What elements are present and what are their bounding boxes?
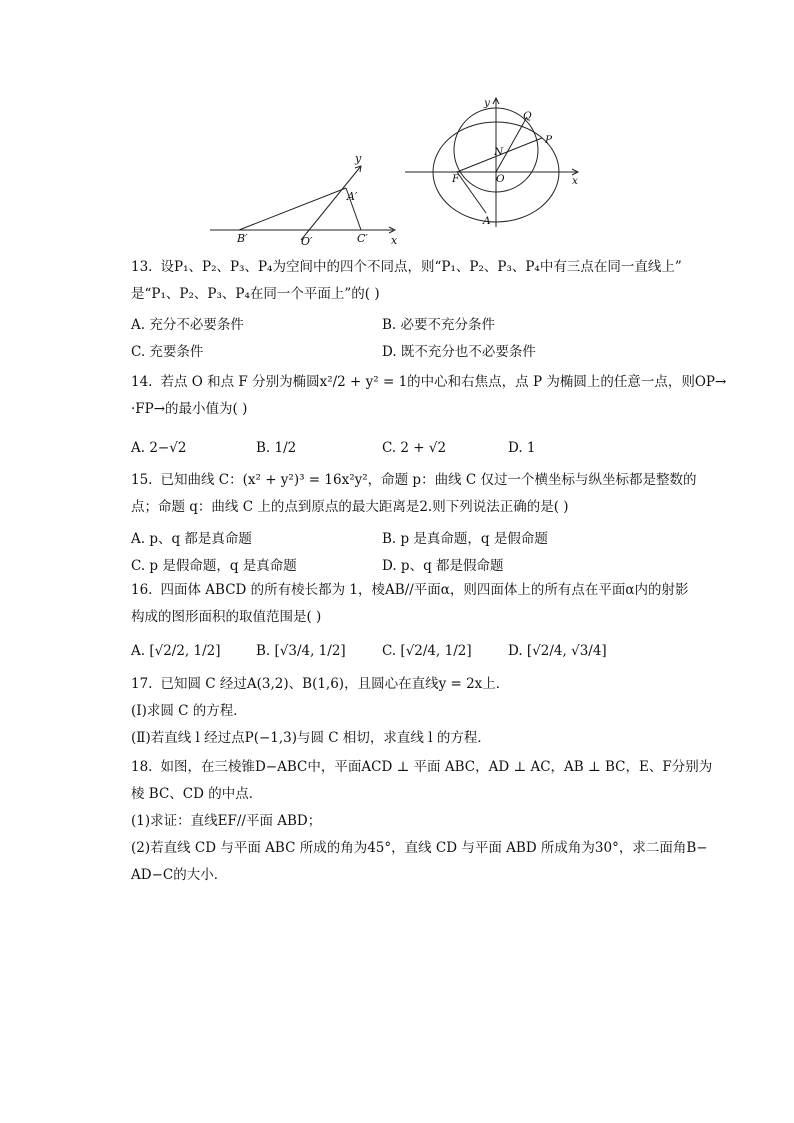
option-a[interactable]: A. 充分不必要条件 bbox=[131, 317, 244, 333]
question-17-part-1: (Ⅰ)求圆 C 的方程． bbox=[131, 703, 247, 719]
question-number: 18. bbox=[131, 759, 153, 775]
question-18-part-1: (1)求证：直线EF//平面 ABD； bbox=[131, 813, 322, 829]
option-a[interactable]: A. [√2/2, 1/2] bbox=[131, 643, 221, 659]
question-14 bbox=[131, 369, 727, 423]
point-a-label: A bbox=[483, 215, 491, 227]
option-a[interactable]: A. p、q 都是真命题 bbox=[131, 531, 252, 547]
point-a-label: A′ bbox=[347, 190, 358, 203]
y-axis-label: y bbox=[484, 97, 490, 109]
question-13-line-2: 是“P₁、P₂、P₃、P₄在同一个平面上”的( ) bbox=[131, 286, 380, 302]
option-d[interactable]: D. [√2/4, √3/4] bbox=[508, 643, 607, 659]
question-13 bbox=[131, 254, 701, 308]
question-text: 如图，在三棱锥D−ABC中，平面ACD ⊥ 平面 ABC，AD ⊥ AC，AB ⊥ BC，E、F分别为 bbox=[160, 759, 713, 775]
y-axis-label: y bbox=[355, 152, 362, 165]
option-c[interactable]: C. 2 + √2 bbox=[382, 440, 447, 456]
point-q-label: Q bbox=[523, 110, 532, 122]
option-c[interactable]: C. [√2/4, 1/2] bbox=[382, 643, 472, 659]
question-number: 15. bbox=[131, 472, 153, 488]
question-18-line-1 bbox=[131, 754, 713, 781]
point-b-label: B′ bbox=[237, 232, 248, 245]
option-b[interactable]: B. 必要不充分条件 bbox=[382, 317, 496, 333]
oblique-projection-figure bbox=[205, 148, 405, 250]
option-a[interactable]: A. 2−√2 bbox=[131, 440, 187, 456]
question-text: 设P₁、P₂、P₃、P₄为空间中的四个不同点，则“P₁、P₂、P₃、P₄中有三点在同一直线上” bbox=[160, 259, 682, 275]
question-text: 已知圆 C 经过A(3,2)、B(1,6)，且圆心在直线y = 2x上． bbox=[160, 676, 510, 692]
question-number: 13. bbox=[131, 259, 153, 275]
question-18-line-2: 棱 BC、CD 的中点． bbox=[131, 786, 263, 802]
question-text: 四面体 ABCD 的所有棱长都为 1，棱AB//平面α，则四面体上的所有点在平面α内的射影 bbox=[160, 582, 689, 598]
option-d[interactable]: D. p、q 都是假命题 bbox=[382, 558, 504, 574]
point-p-label: P bbox=[545, 134, 553, 146]
question-16-line-1 bbox=[131, 577, 701, 604]
point-o-label: O′ bbox=[301, 235, 313, 248]
origin-o-label: O bbox=[496, 173, 505, 185]
question-17-line-1 bbox=[131, 671, 701, 698]
question-15-line-2: 点；命题 q：曲线 C 上的点到原点的最大距离是2.则下列说法正确的是( ) bbox=[131, 499, 569, 515]
option-c[interactable]: C. p 是假命题，q 是真命题 bbox=[131, 558, 297, 574]
question-number: 14. bbox=[131, 374, 153, 390]
question-text: 若点 O 和点 F 分别为椭圆x²/2 + y² = 1的中心和右焦点，点 P 为椭圆上的任意一点，则OP→ bbox=[160, 374, 727, 390]
option-d[interactable]: D. 既不充分也不必要条件 bbox=[382, 344, 536, 360]
question-18-part-2: (2)若直线 CD 与平面 ABC 所成的角为45°，直线 CD 与平面 ABD 所成角为30°，求二面角B− bbox=[131, 840, 708, 856]
option-d[interactable]: D. 1 bbox=[508, 440, 536, 456]
question-15-line-1 bbox=[131, 467, 701, 494]
question-15 bbox=[131, 467, 701, 521]
question-17 bbox=[131, 671, 701, 752]
question-number: 17. bbox=[131, 676, 153, 692]
x-axis-label: x bbox=[572, 175, 578, 187]
x-axis-label: x bbox=[391, 234, 398, 247]
question-text: 已知曲线 C：(x² + y²)³ = 16x²y²，命题 p：曲线 C 仅过一个横坐标与纵坐标都是整数的 bbox=[160, 472, 697, 488]
ellipse-circle-figure bbox=[400, 92, 590, 232]
question-18 bbox=[131, 754, 713, 889]
question-number: 16. bbox=[131, 582, 153, 598]
question-13-line-1 bbox=[131, 254, 701, 281]
point-n-label: N bbox=[494, 146, 504, 158]
point-c-label: C′ bbox=[357, 232, 368, 245]
option-c[interactable]: C. 充要条件 bbox=[131, 344, 204, 360]
option-b[interactable]: B. p 是真命题，q 是假命题 bbox=[382, 531, 548, 547]
question-14-line-1 bbox=[131, 369, 727, 396]
point-f-label: F bbox=[452, 173, 460, 185]
option-b[interactable]: B. 1/2 bbox=[256, 440, 297, 456]
question-18-part-2-cont: AD−C的大小． bbox=[131, 867, 228, 883]
question-17-part-2: (Ⅱ)若直线 l 经过点P(−1,3)与圆 C 相切，求直线 l 的方程． bbox=[131, 730, 491, 746]
question-14-line-2: ·FP→的最小值为( ) bbox=[131, 401, 248, 417]
question-16-line-2: 构成的图形面积的取值范围是( ) bbox=[131, 609, 322, 625]
question-16 bbox=[131, 577, 701, 631]
option-b[interactable]: B. [√3/4, 1/2] bbox=[256, 643, 346, 659]
